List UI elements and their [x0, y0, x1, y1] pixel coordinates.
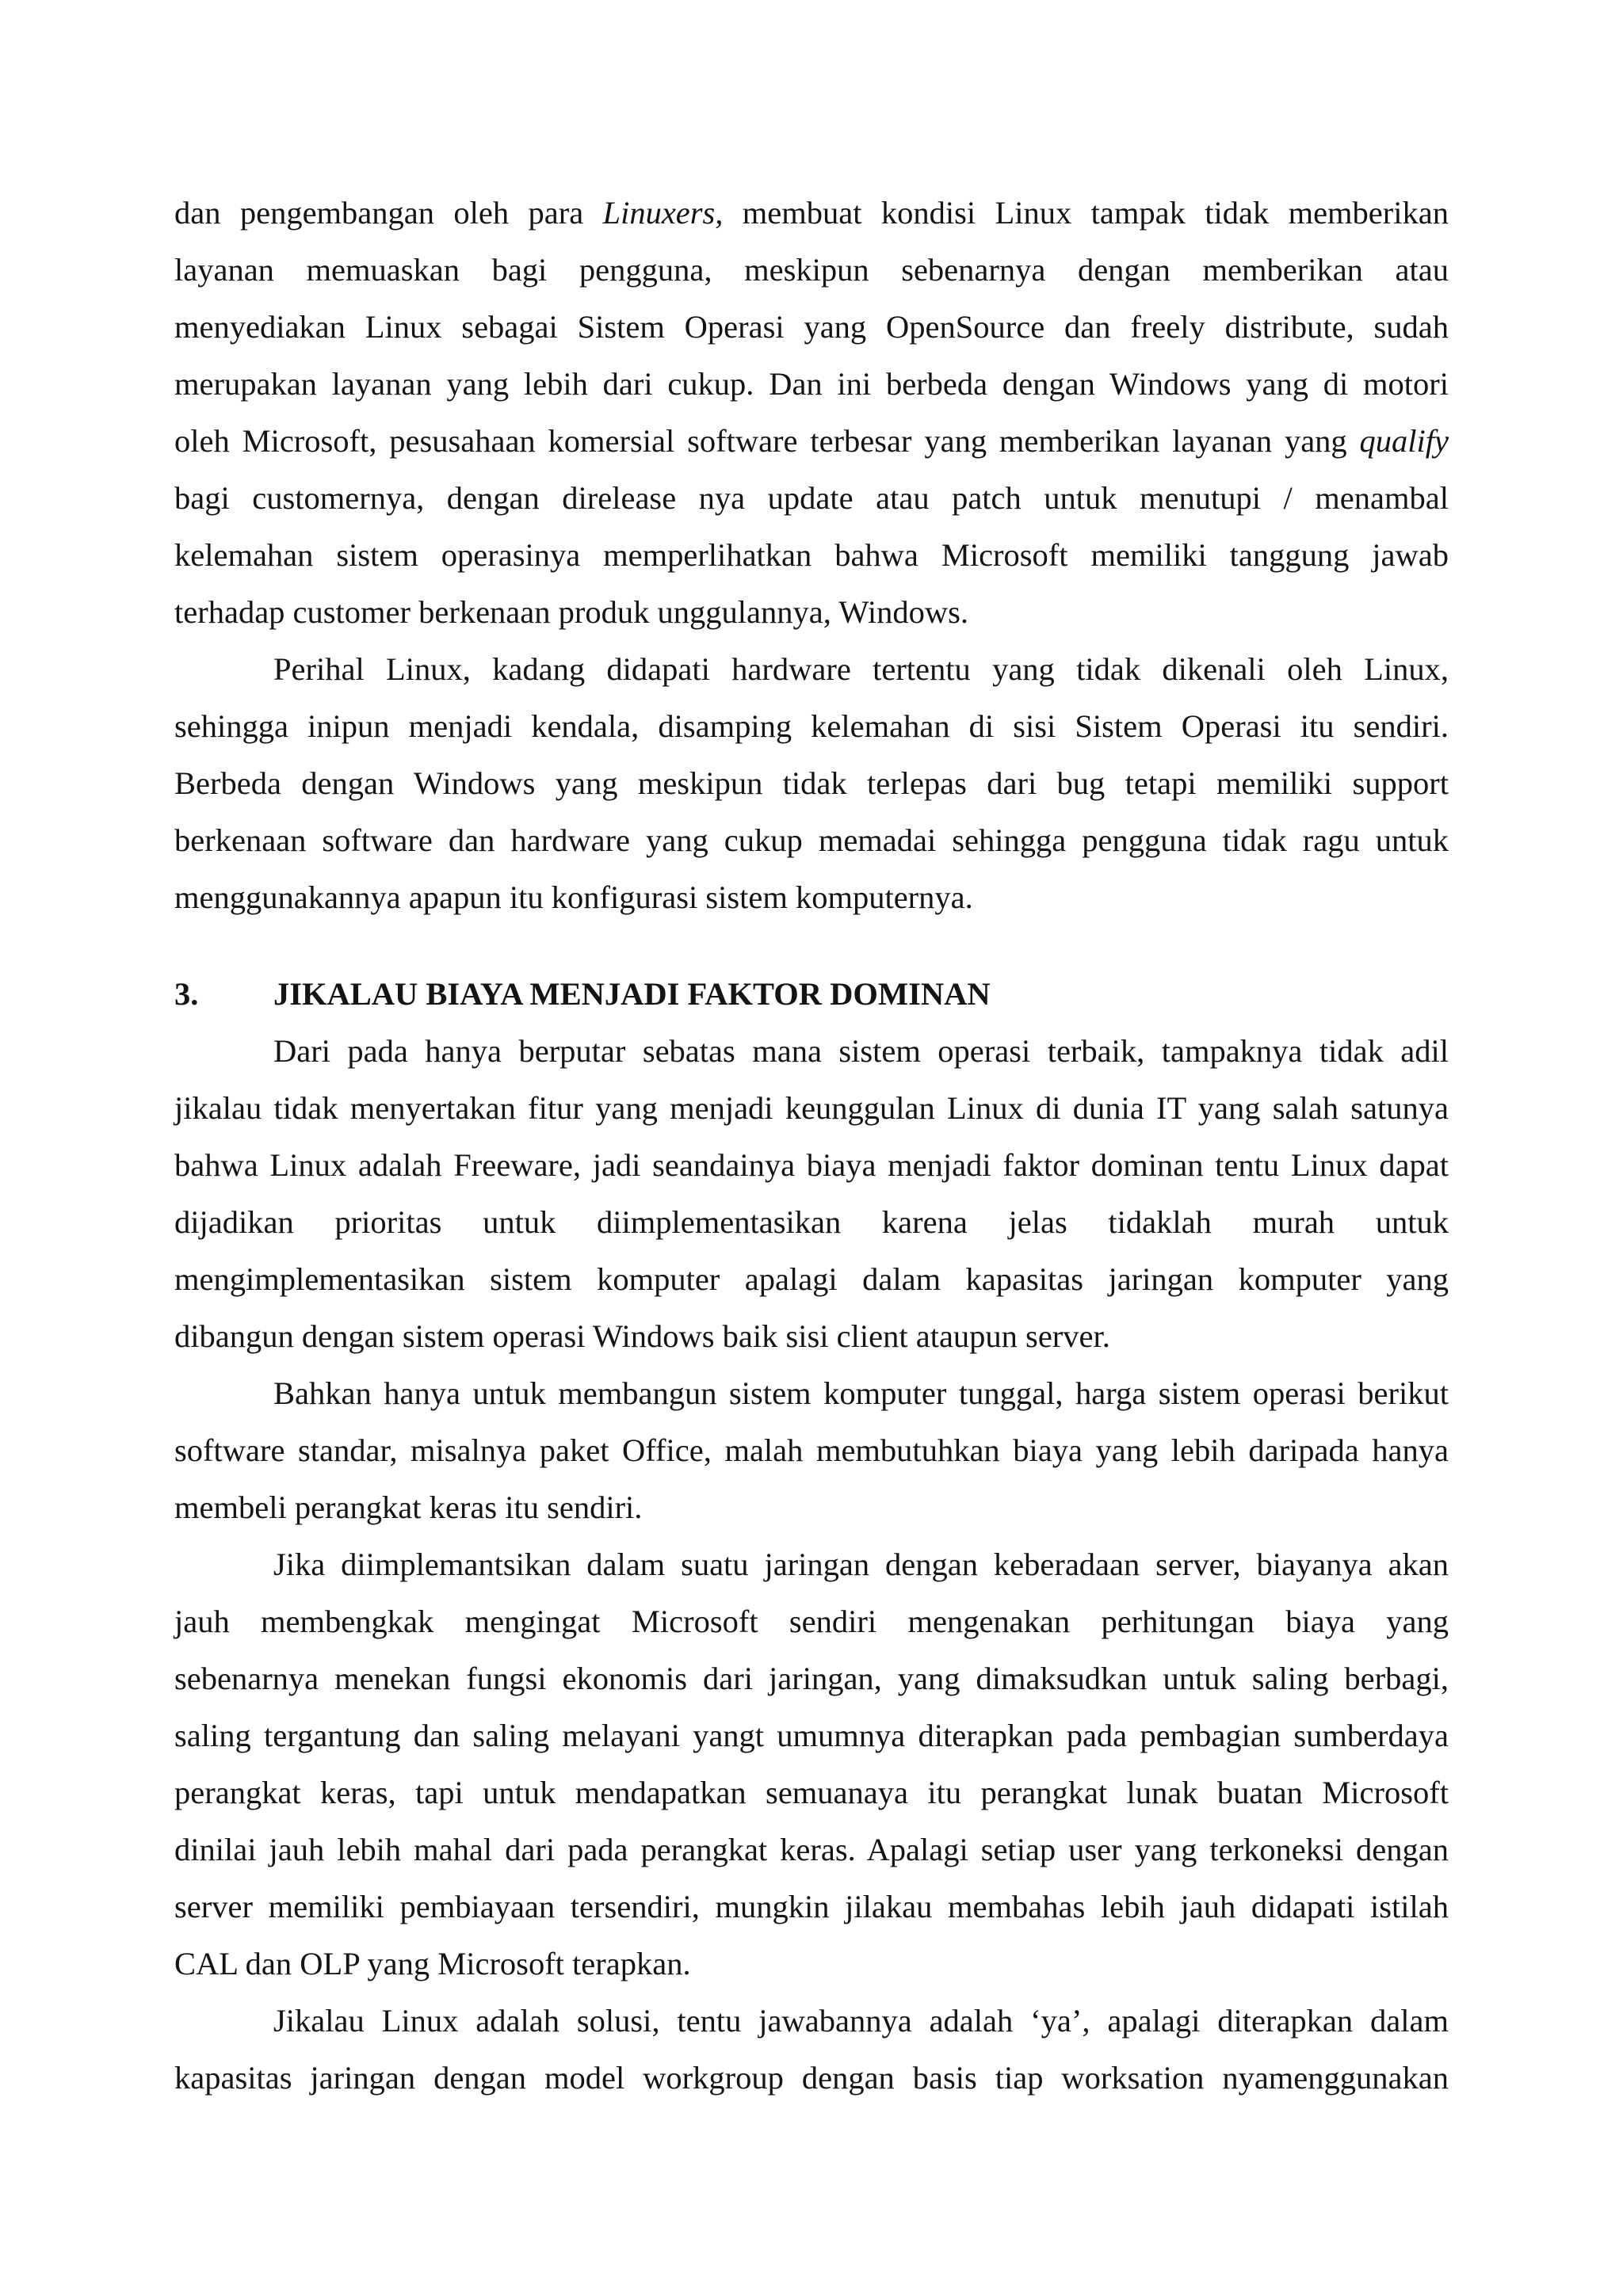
- paragraph-single-computer-cost: [174, 1365, 1449, 1536]
- text-line: [174, 413, 1449, 470]
- text-line: sebenarnya menekan fungsi ekonomis dari jaringan, yang dimaksudkan untuk saling berbagi,: [174, 1661, 1449, 1696]
- section-title: JIKALAU BIAYA MENJADI FAKTOR DOMINAN: [273, 976, 991, 1012]
- paragraph-linux-solution: [174, 1993, 1449, 2107]
- text-line: membeli perangkat keras itu sendiri.: [174, 1489, 643, 1525]
- paragraph-hardware-support: [174, 641, 1449, 926]
- text-segment: membuat kondisi Linux tampak tidak memberikan: [723, 195, 1449, 231]
- text-line: terhadap customer berkenaan produk unggulannya, Windows.: [174, 594, 968, 630]
- section-number: 3.: [174, 976, 199, 1012]
- document-body: [174, 185, 1449, 2107]
- paragraph-freeware: [174, 1023, 1449, 1365]
- text-line: Berbeda dengan Windows yang meskipun tidak terlepas dari bug tetapi memiliki support: [174, 765, 1449, 801]
- text-line: server memiliki pembiayaan tersendiri, mungkin jilakau membahas lebih jauh didapati istilah: [174, 1889, 1449, 1924]
- text-line: sehingga inipun menjadi kendala, disamping kelemahan di sisi Sistem Operasi itu sendiri.: [174, 708, 1449, 744]
- text-line: dibangun dengan sistem operasi Windows baik sisi client ataupun server.: [174, 1318, 1110, 1354]
- paragraph-network-cost: [174, 1536, 1449, 1993]
- text-line: dijadikan prioritas untuk diimplementasikan karena jelas tidaklah murah untuk: [174, 1204, 1449, 1240]
- text-segment: dan pengembangan oleh para: [174, 195, 603, 231]
- text-line: saling tergantung dan saling melayani yangt umumnya diterapkan pada pembagian sumberdaya: [174, 1718, 1449, 1753]
- text-line: kapasitas jaringan dengan model workgroup dengan basis tiap worksation nyamenggunakan: [174, 2060, 1449, 2096]
- text-line: kelemahan sistem operasinya memperlihatkan bahwa Microsoft memiliki tanggung jawab: [174, 537, 1449, 573]
- text-line: CAL dan OLP yang Microsoft terapkan.: [174, 1946, 691, 1981]
- section-spacer: [174, 926, 1449, 966]
- text-segment: oleh Microsoft, pesusahaan komersial software terbesar yang memberikan layanan yang: [174, 423, 1360, 459]
- text-line: bahwa Linux adalah Freeware, jadi seandainya biaya menjadi faktor dominan tentu Linux dapat: [174, 1147, 1449, 1183]
- text-line: bagi customernya, dengan direlease nya update atau patch untuk menutupi / menambal: [174, 480, 1449, 516]
- text-line: Perihal Linux, kadang didapati hardware tertentu yang tidak dikenali oleh Linux,: [273, 651, 1449, 687]
- italic-term: qualify: [1359, 423, 1449, 459]
- text-line: Bahkan hanya untuk membangun sistem komputer tunggal, harga sistem operasi berikut: [273, 1375, 1449, 1411]
- paragraph-linux-service: [174, 185, 1449, 641]
- text-line: software standar, misalnya paket Office, malah membutuhkan biaya yang lebih daripada hanya: [174, 1432, 1449, 1468]
- text-line: merupakan layanan yang lebih dari cukup. Dan ini berbeda dengan Windows yang di motori: [174, 366, 1449, 402]
- text-line: Jika diimplemantsikan dalam suatu jaringan dengan keberadaan server, biayanya akan: [273, 1547, 1449, 1582]
- text-line: menggunakannya apapun itu konfigurasi sistem komputernya.: [174, 879, 973, 915]
- italic-term: Linuxers,: [602, 195, 724, 231]
- text-line: perangkat keras, tapi untuk mendapatkan semuanaya itu perangkat lunak buatan Microsoft: [174, 1775, 1449, 1810]
- text-line: Dari pada hanya berputar sebatas mana sistem operasi terbaik, tampaknya tidak adil: [273, 1033, 1449, 1069]
- text-line: berkenaan software dan hardware yang cukup memadai sehingga pengguna tidak ragu untuk: [174, 822, 1449, 858]
- text-line: jikalau tidak menyertakan fitur yang menjadi keunggulan Linux di dunia IT yang salah satunya: [174, 1090, 1449, 1126]
- text-line: menyediakan Linux sebagai Sistem Operasi yang OpenSource dan freely distribute, sudah: [174, 309, 1449, 345]
- text-line: [174, 185, 1449, 242]
- text-line: dinilai jauh lebih mahal dari pada perangkat keras. Apalagi setiap user yang terkoneksi dengan: [174, 1832, 1449, 1867]
- text-line: mengimplementasikan sistem komputer apalagi dalam kapasitas jaringan komputer yang: [174, 1261, 1449, 1297]
- section-heading: [174, 966, 1449, 1023]
- text-line: Jikalau Linux adalah solusi, tentu jawabannya adalah ‘ya’, apalagi diterapkan dalam: [273, 2003, 1449, 2039]
- text-line: layanan memuaskan bagi pengguna, meskipun sebenarnya dengan memberikan atau: [174, 252, 1449, 288]
- text-line: jauh membengkak mengingat Microsoft sendiri mengenakan perhitungan biaya yang: [174, 1604, 1449, 1639]
